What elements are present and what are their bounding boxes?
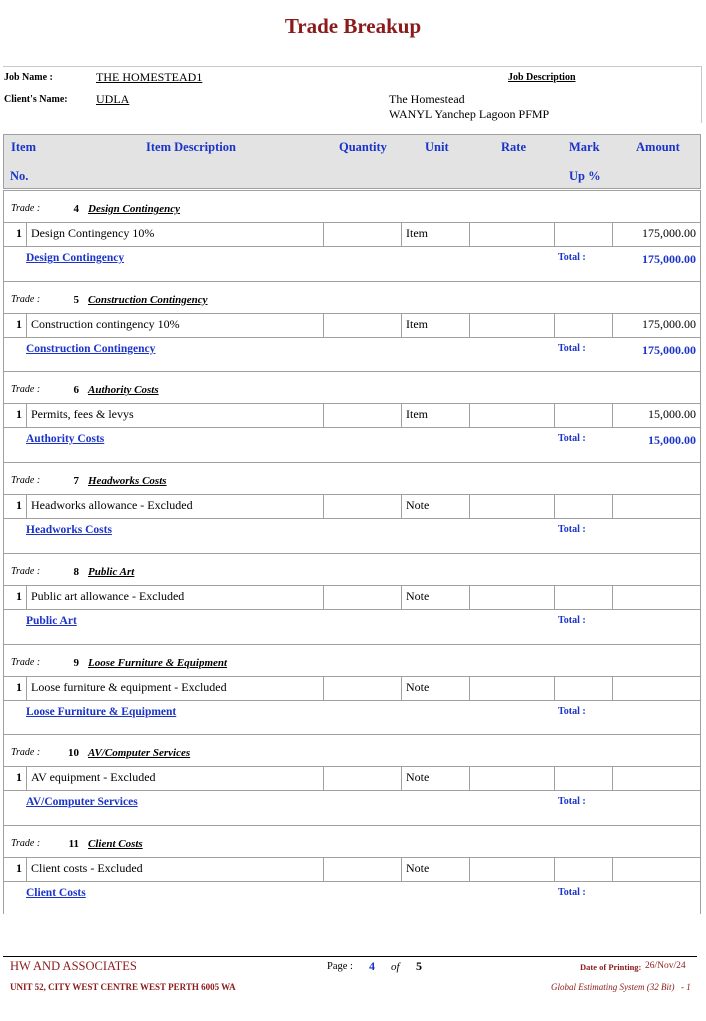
trade-section [3,825,701,915]
rate-cell [469,223,554,246]
trade-number: 10 [68,747,79,760]
quantity-cell [323,586,401,609]
item-number-cell [3,586,26,609]
trade-number: 5 [73,293,79,306]
col-amount-label: Amount [636,140,680,154]
table-row [3,403,700,428]
item-number-text: 1 [16,679,22,694]
trade-number: 4 [73,203,79,215]
footer-of-label: of [391,961,400,973]
unit-cell [401,586,469,609]
item-description-cell [26,223,323,246]
trade-divider [3,825,701,826]
item-number-text: 1 [16,316,22,331]
trade-summary-link[interactable]: Headworks Costs [26,524,112,537]
amount-cell [612,495,700,518]
trade-summary-link[interactable]: Public Art [26,614,77,627]
markup-cell [554,495,612,518]
table-row [3,222,700,247]
trade-section [3,553,701,643]
trade-summary-link[interactable]: AV/Computer Services [26,796,138,809]
trade-divider [3,734,701,735]
unit-cell [401,858,469,881]
quantity-cell [323,677,401,700]
unit-cell [401,223,469,246]
page-title: Trade Breakup [284,14,422,38]
trade-divider [3,644,701,645]
footer-page-total: 5 [416,959,422,973]
rate-cell [469,314,554,337]
table-row [3,313,700,338]
rate-cell [469,858,554,881]
unit-cell [401,677,469,700]
footer-page-suffix: - 1 [681,982,691,992]
rate-cell [469,767,554,790]
job-description-line2: WANYL Yanchep Lagoon PFMP [389,107,550,121]
markup-cell [554,404,612,427]
rate-cell [469,404,554,427]
table-row [3,585,700,610]
trade-section [3,734,701,824]
job-description-label: Job Description [508,72,576,83]
quantity-cell [323,223,401,246]
trade-number: 8 [73,565,79,578]
trade-label: Trade : [11,203,41,214]
trade-label: Trade : [11,475,41,487]
col-unit-label: Unit [425,140,449,154]
rate-cell [469,495,554,518]
trade-total-label: Total : [558,614,586,626]
amount-text: 15,000.00 [648,407,696,422]
trade-name: Client Costs [88,837,143,850]
item-description-text: Construction contingency 10% [31,316,180,331]
quantity-cell [323,767,401,790]
quantity-cell [323,495,401,518]
trade-summary-link[interactable]: Loose Furniture & Equipment [26,705,177,718]
item-number-text: 1 [16,588,22,603]
trade-summary-link[interactable]: Client Costs [26,886,86,899]
item-number-text: 1 [16,226,22,240]
col-item-no-label: No. [10,169,29,183]
item-number-cell [3,767,26,790]
trade-label: Trade : [11,293,41,305]
item-description-text: Headworks allowance - Excluded [31,498,193,513]
markup-cell [554,586,612,609]
item-description-text: Public art allowance - Excluded [31,588,185,603]
rate-cell [469,677,554,700]
item-description-text: Permits, fees & levys [31,407,134,422]
item-description-cell [26,314,323,337]
trade-divider [3,190,701,191]
col-markup-label: Mark [569,140,600,154]
footer-company: HW AND ASSOCIATES [10,959,137,973]
item-number-cell [3,314,26,337]
job-description-line1: The Homestead [389,92,465,106]
trade-label: Trade : [11,384,41,396]
trade-total-amount: 175,000.00 [642,342,696,357]
trade-summary-link[interactable]: Construction Contingency [26,342,156,355]
col-quantity-label: Quantity [339,140,387,154]
item-number-cell [3,677,26,700]
item-description-text: AV equipment - Excluded [31,770,156,785]
markup-cell [554,858,612,881]
footer-page-label: Page : [327,961,353,972]
unit-text: Item [406,407,428,422]
amount-cell [612,586,700,609]
trade-total-label: Total : [558,342,586,354]
unit-text: Note [406,498,430,513]
item-description-cell [26,767,323,790]
rate-cell [469,586,554,609]
unit-text: Note [406,588,430,603]
trade-section [3,371,701,461]
amount-text: 175,000.00 [642,316,696,331]
item-number-cell [3,495,26,518]
footer-system-name: Global Estimating System (32 Bit) [551,982,675,992]
item-number-cell [3,858,26,881]
amount-cell [612,858,700,881]
job-name-label: Job Name : [4,72,53,83]
amount-cell [612,767,700,790]
item-description-cell [26,495,323,518]
trade-label: Trade : [11,656,41,668]
table-row [3,766,700,791]
footer-date-label: Date of Printing: [580,962,642,972]
client-name-label: Client's Name: [4,94,68,105]
trade-total-label: Total : [558,705,586,717]
markup-cell [554,677,612,700]
trade-total-label: Total : [558,886,586,898]
markup-cell [554,314,612,337]
unit-text: Note [406,860,430,875]
trade-section [3,462,701,552]
trade-number: 6 [73,384,79,397]
trade-number: 11 [68,837,79,850]
trade-number: 7 [73,475,79,488]
trade-name: Public Art [88,565,135,578]
footer-rule [3,956,697,957]
trade-name: Loose Furniture & Equipment [88,656,228,669]
table-row [3,857,700,882]
trade-name: AV/Computer Services [88,747,191,760]
trade-total-amount: 175,000.00 [642,252,696,266]
col-item-label: Item [11,140,36,154]
trade-divider [3,553,701,554]
column-header-bar [3,134,701,189]
job-name-value: THE HOMESTEAD1 [96,70,203,84]
unit-cell [401,495,469,518]
item-description-text: Client costs - Excluded [31,860,143,875]
trade-divider [3,371,701,372]
trade-label: Trade : [11,565,41,577]
amount-text: 175,000.00 [642,226,696,240]
trade-total-label: Total : [558,796,586,808]
trade-number: 9 [73,656,79,669]
quantity-cell [323,404,401,427]
unit-text: Note [406,770,430,785]
col-markup-pct-label: Up % [569,169,601,183]
trade-name: Authority Costs [88,384,159,397]
trade-total-label: Total : [558,433,586,445]
trade-total-label: Total : [558,252,586,263]
footer-date-value: 26/Nov/24 [645,961,686,971]
amount-cell [612,223,700,246]
unit-cell [401,767,469,790]
amount-cell [612,314,700,337]
item-description-cell [26,858,323,881]
footer-page-number: 4 [369,959,375,973]
item-number-text: 1 [16,498,22,513]
quantity-cell [323,858,401,881]
trade-total-label: Total : [558,524,586,536]
trade-section [3,190,701,280]
item-description-cell [26,586,323,609]
trade-summary-link[interactable]: Authority Costs [26,433,105,446]
trade-label: Trade : [11,837,41,849]
amount-cell [612,677,700,700]
footer-address: UNIT 52, CITY WEST CENTRE WEST PERTH 6005 WA [10,982,236,992]
item-description-text: Loose furniture & equipment - Excluded [31,679,227,694]
item-description-text: Design Contingency 10% [31,226,155,240]
col-description-label: Item Description [146,140,236,154]
trade-divider [3,281,701,282]
amount-cell [612,404,700,427]
trade-name: Design Contingency [88,203,180,215]
client-name-value: UDLA [96,92,130,106]
trade-name: Construction Contingency [88,293,208,306]
col-rate-label: Rate [501,140,526,154]
item-description-cell [26,404,323,427]
quantity-cell [323,314,401,337]
markup-cell [554,767,612,790]
markup-cell [554,223,612,246]
item-number-cell [3,404,26,427]
table-row [3,494,700,519]
trade-summary-link[interactable]: Design Contingency [26,252,125,264]
unit-text: Item [406,316,428,331]
trade-label: Trade : [11,747,41,759]
trade-section [3,644,701,734]
trade-section [3,281,701,371]
unit-cell [401,404,469,427]
table-row [3,676,700,701]
item-number-text: 1 [16,407,22,422]
unit-cell [401,314,469,337]
item-number-text: 1 [16,770,22,785]
unit-text: Note [406,679,430,694]
item-number-text: 1 [16,860,22,875]
unit-text: Item [406,226,428,240]
trade-name: Headworks Costs [88,475,167,488]
trade-divider [3,462,701,463]
trade-total-amount: 15,000.00 [648,433,696,448]
item-number-cell [3,223,26,246]
item-description-cell [26,677,323,700]
